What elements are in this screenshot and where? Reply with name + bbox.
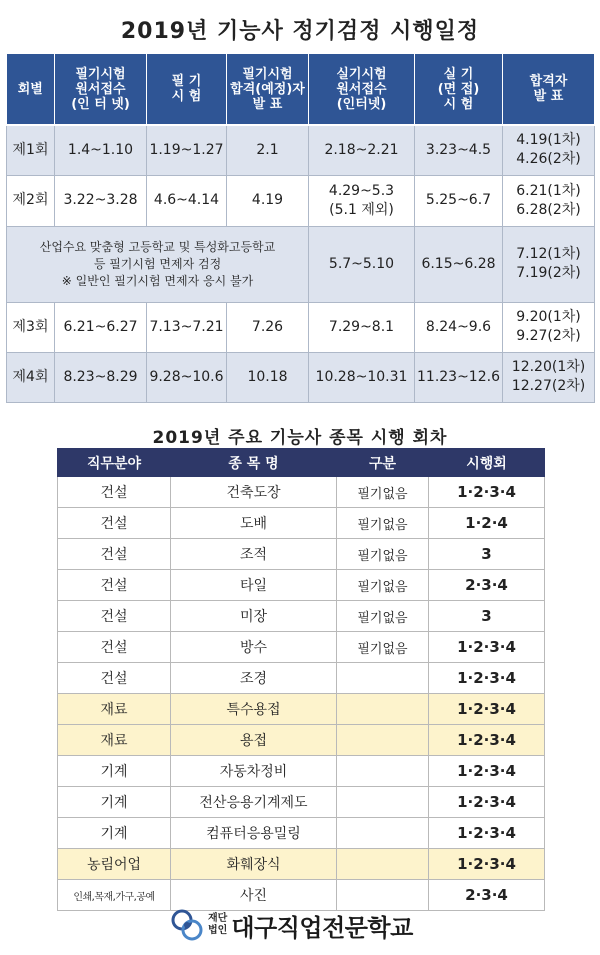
rounds-cell: 2·3·4	[429, 880, 545, 911]
rounds-cell: 1·2·3·4	[429, 756, 545, 787]
field-cell: 건설	[58, 663, 171, 694]
field-cell: 재료	[58, 694, 171, 725]
subject-name: 사진	[171, 880, 337, 911]
subject-name: 자동차정비	[171, 756, 337, 787]
type-cell: 필기없음	[337, 539, 429, 570]
schedule-cell: 4.6~4.14	[147, 175, 227, 226]
subject-name: 방수	[171, 632, 337, 663]
school-logo-icon	[170, 908, 204, 942]
subject-row	[58, 663, 545, 694]
school-name: 대구직업전문학교	[231, 913, 413, 942]
subject-name: 용접	[171, 725, 337, 756]
subject-row	[58, 787, 545, 818]
subject-row	[58, 508, 545, 539]
col-type: 구분	[337, 449, 429, 477]
type-cell	[337, 787, 429, 818]
rounds-cell: 3	[429, 539, 545, 570]
corp-label	[208, 913, 227, 937]
subject-name: 도배	[171, 508, 337, 539]
subject-name: 컴퓨터응용밀링	[171, 818, 337, 849]
field-cell: 기계	[58, 787, 171, 818]
subject-row-highlighted	[58, 849, 545, 880]
schedule-cell: 8.24~9.6	[415, 302, 503, 352]
special-note: 산업수요 맞춤형 고등학교 및 특성화고등학교 등 필기시험 면제자 검정 ※ 일반인 필기시험 면제자 응시 불가	[7, 226, 309, 302]
type-cell	[337, 694, 429, 725]
schedule-row	[7, 125, 595, 175]
type-cell: 필기없음	[337, 477, 429, 508]
schedule-row-special	[7, 226, 595, 302]
schedule-cell: 2.18~2.21	[309, 125, 415, 175]
subject-name: 조경	[171, 663, 337, 694]
field-cell: 건설	[58, 601, 171, 632]
schedule-cell: 4.19(1차) 4.26(2차)	[503, 125, 595, 175]
field-cell: 건설	[58, 508, 171, 539]
schedule-cell: 6.21~6.27	[55, 302, 147, 352]
col-written-result: 필기시험 합격(예정)자 발 표	[227, 54, 309, 125]
round-cell: 제2회	[7, 175, 55, 226]
type-cell	[337, 756, 429, 787]
schedule-cell: 1.19~1.27	[147, 125, 227, 175]
schedule-cell: 5.7~5.10	[309, 226, 415, 302]
rounds-cell: 1·2·3·4	[429, 725, 545, 756]
rounds-cell: 2·3·4	[429, 570, 545, 601]
schedule-cell: 6.21(1차) 6.28(2차)	[503, 175, 595, 226]
col-practical-application: 실기시험 원서접수 (인터넷)	[309, 54, 415, 125]
corp-label-top: 재단	[208, 913, 228, 924]
col-round: 회별	[7, 54, 55, 125]
col-final-result: 합격자 발 표	[503, 54, 595, 125]
subject-row	[58, 632, 545, 663]
schedule-cell: 9.28~10.6	[147, 352, 227, 402]
subject-name: 전산응용기계제도	[171, 787, 337, 818]
type-cell	[337, 725, 429, 756]
field-cell: 재료	[58, 725, 171, 756]
rounds-cell: 1·2·3·4	[429, 632, 545, 663]
schedule-cell: 10.18	[227, 352, 309, 402]
subject-row	[58, 539, 545, 570]
schedule-row	[7, 302, 595, 352]
type-cell: 필기없음	[337, 632, 429, 663]
field-cell: 건설	[58, 570, 171, 601]
round-cell: 제1회	[7, 125, 55, 175]
schedule-cell: 4.29~5.3 (5.1 제외)	[309, 175, 415, 226]
subject-name: 특수용접	[171, 694, 337, 725]
corp-label-bottom: 법인	[208, 925, 228, 936]
col-written-exam: 필 기 시 험	[147, 54, 227, 125]
field-cell: 농림어업	[58, 849, 171, 880]
schedule-cell: 5.25~6.7	[415, 175, 503, 226]
field-cell: 인쇄,목재,가구,공예	[58, 880, 171, 911]
schedule-cell: 7.12(1차) 7.19(2차)	[503, 226, 595, 302]
schedule-cell: 9.20(1차) 9.27(2차)	[503, 302, 595, 352]
schedule-cell: 7.29~8.1	[309, 302, 415, 352]
round-cell: 제4회	[7, 352, 55, 402]
subjects-title: 2019년 주요 기능사 종목 시행 회차	[152, 428, 448, 448]
field-cell: 건설	[58, 632, 171, 663]
rounds-cell: 1·2·3·4	[429, 477, 545, 508]
schedule-row	[7, 175, 595, 226]
subject-name: 미장	[171, 601, 337, 632]
col-rounds: 시행회	[429, 449, 545, 477]
schedule-table	[6, 54, 595, 403]
subjects-table	[57, 448, 545, 911]
rounds-cell: 1·2·3·4	[429, 663, 545, 694]
schedule-cell: 4.19	[227, 175, 309, 226]
schedule-cell: 3.23~4.5	[415, 125, 503, 175]
footer	[170, 905, 413, 945]
type-cell	[337, 849, 429, 880]
subject-row	[58, 818, 545, 849]
subject-row	[58, 756, 545, 787]
schedule-cell: 1.4~1.10	[55, 125, 147, 175]
subject-name: 건축도장	[171, 477, 337, 508]
schedule-cell: 11.23~12.6	[415, 352, 503, 402]
col-practical-exam: 실 기 (면 접) 시 험	[415, 54, 503, 125]
subject-name: 타일	[171, 570, 337, 601]
schedule-cell: 6.15~6.28	[415, 226, 503, 302]
schedule-cell: 7.13~7.21	[147, 302, 227, 352]
col-field: 직무분야	[58, 449, 171, 477]
col-subject: 종 목 명	[171, 449, 337, 477]
schedule-cell: 10.28~10.31	[309, 352, 415, 402]
schedule-cell: 12.20(1차) 12.27(2차)	[503, 352, 595, 402]
field-cell: 기계	[58, 818, 171, 849]
type-cell: 필기없음	[337, 601, 429, 632]
schedule-cell: 7.26	[227, 302, 309, 352]
rounds-cell: 3	[429, 601, 545, 632]
schedule-cell: 8.23~8.29	[55, 352, 147, 402]
schedule-header-row	[7, 54, 595, 125]
subject-row-highlighted	[58, 725, 545, 756]
col-written-application: 필기시험 원서접수 (인 터 넷)	[55, 54, 147, 125]
subject-name: 화훼장식	[171, 849, 337, 880]
rounds-cell: 1·2·4	[429, 508, 545, 539]
rounds-cell: 1·2·3·4	[429, 694, 545, 725]
type-cell: 필기없음	[337, 570, 429, 601]
subject-name: 조적	[171, 539, 337, 570]
round-cell: 제3회	[7, 302, 55, 352]
subject-row	[58, 477, 545, 508]
schedule-title: 2019년 기능사 정기검정 시행일정	[120, 19, 480, 44]
rounds-cell: 1·2·3·4	[429, 818, 545, 849]
schedule-cell: 2.1	[227, 125, 309, 175]
subject-row	[58, 601, 545, 632]
subject-row-highlighted	[58, 694, 545, 725]
type-cell	[337, 663, 429, 694]
rounds-cell: 1·2·3·4	[429, 787, 545, 818]
type-cell: 필기없음	[337, 508, 429, 539]
subject-row	[58, 570, 545, 601]
subjects-header-row	[58, 449, 545, 477]
schedule-row	[7, 352, 595, 402]
rounds-cell: 1·2·3·4	[429, 849, 545, 880]
field-cell: 건설	[58, 477, 171, 508]
type-cell	[337, 818, 429, 849]
field-cell: 건설	[58, 539, 171, 570]
schedule-cell: 3.22~3.28	[55, 175, 147, 226]
field-cell: 기계	[58, 756, 171, 787]
